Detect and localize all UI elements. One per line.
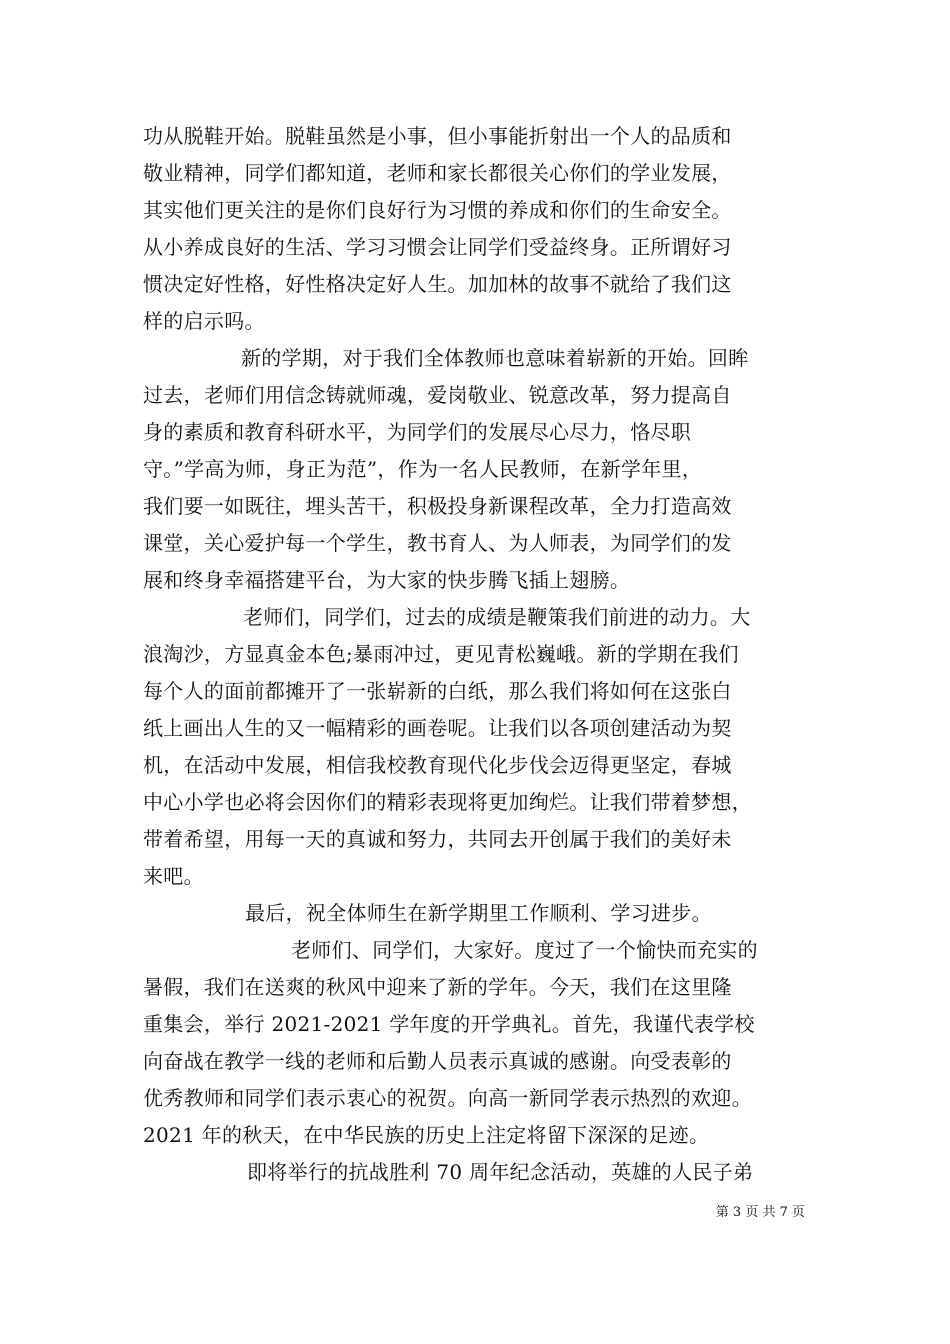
text-line: 样的启示吗。 <box>143 309 265 333</box>
text-line: 过去，老师们用信念铸就师魂，爱岗敬业、锐意改革，努力提高自 <box>143 383 732 407</box>
paragraph-start-line: 新的学期，对于我们全体教师也意味着崭新的开始。回眸 <box>241 346 749 370</box>
text-line: 纸上画出人生的又一幅精彩的画卷呢。让我们以各项创建活动为契 <box>143 716 732 740</box>
text-line: 优秀教师和同学们表示衷心的祝贺。向高一新同学表示热烈的欢迎。 <box>143 1086 752 1110</box>
paragraph-start-line: 老师们，同学们，过去的成绩是鞭策我们前进的动力。大 <box>243 605 751 629</box>
text-line: 守。”学高为师，身正为范”，作为一名人民教师，在新学年里， <box>143 457 703 481</box>
text-line: 向奋战在教学一线的老师和后勤人员表示真诚的感谢。向受表彰的 <box>143 1049 732 1073</box>
page-number-footer: 第 3 页 共 7 页 <box>715 1205 805 1220</box>
text-line: 中心小学也必将会因你们的精彩表现将更加绚烂。让我们带着梦想， <box>143 790 752 814</box>
document-body <box>143 118 813 1191</box>
text-line: 课堂，关心爱护每一个学生，教书育人、为人师表，为同学们的发 <box>143 531 732 555</box>
text-line: 暑假，我们在送爽的秋风中迎来了新的学年。今天，我们在这里隆 <box>143 975 732 999</box>
text-line: 来吧。 <box>143 864 204 888</box>
text-line: 其实他们更关注的是你们良好行为习惯的养成和你们的生命安全。 <box>143 198 732 222</box>
text-line: 敬业精神，同学们都知道，老师和家长都很关心你们的学业发展， <box>143 161 732 185</box>
text-line: 展和终身幸福搭建平台，为大家的快步腾飞插上翅膀。 <box>143 568 631 592</box>
text-line: 2021 年的秋天，在中华民族的历史上注定将留下深深的足迹。 <box>143 1123 710 1147</box>
text-line: 重集会，举行 2021-2021 学年度的开学典礼。首先，我谨代表学校 <box>143 1012 755 1036</box>
text-line: 我们要一如既往，埋头苦干，积极投身新课程改革，全力打造高效 <box>143 494 732 518</box>
text-line: 从小养成良好的生活、学习习惯会让同学们受益终身。正所谓好习 <box>143 235 732 259</box>
text-line: 浪淘沙，方显真金本色;暴雨冲过，更见青松巍峨。新的学期在我们 <box>143 642 739 666</box>
paragraph-start-line: 即将举行的抗战胜利 70 周年纪念活动，英雄的人民子弟 <box>247 1160 754 1184</box>
paragraph-start-line: 老师们、同学们，大家好。度过了一个愉快而充实的 <box>291 938 758 962</box>
text-line: 机，在活动中发展，相信我校教育现代化步伐会迈得更坚定，春城 <box>143 753 732 777</box>
paragraph-start-line: 最后，祝全体师生在新学期里工作顺利、学习进步。 <box>245 901 712 925</box>
text-line: 每个人的面前都摊开了一张崭新的白纸，那么我们将如何在这张白 <box>143 679 732 703</box>
text-line: 带着希望，用每一天的真诚和努力，共同去开创属于我们的美好未 <box>143 827 732 851</box>
text-line: 惯决定好性格，好性格决定好人生。加加林的故事不就给了我们这 <box>143 272 732 296</box>
text-line: 功从脱鞋开始。脱鞋虽然是小事，但小事能折射出一个人的品质和 <box>143 124 732 148</box>
text-line: 身的素质和教育科研水平，为同学们的发展尽心尽力，恪尽职 <box>143 420 692 444</box>
